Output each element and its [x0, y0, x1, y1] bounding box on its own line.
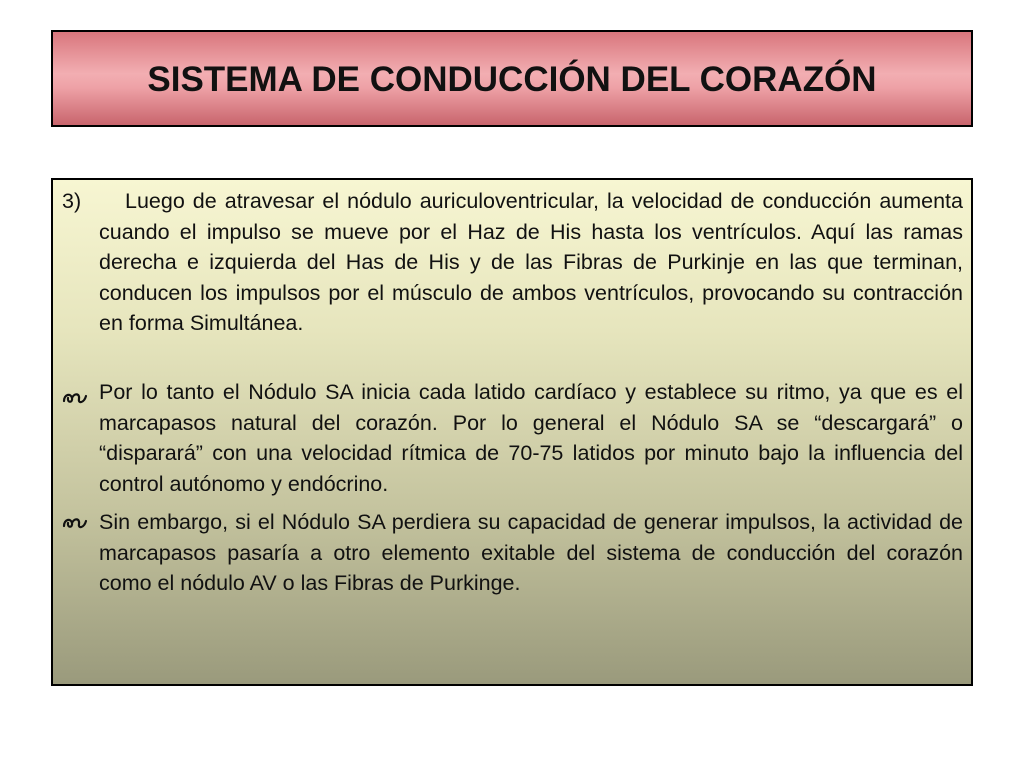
- paragraph-conduction-ventricles: Luego de atravesar el nódulo auriculoventricular, la velocidad de conducción aumenta cuando el impulso se mueve por el Haz de His hasta los ventrículos. Aquí las ramas derecha e izquierda del Has de His y de las Fibras de Purkinje en las que terminan, conducen los impulsos por el músculo de ambos ventrículos, provocando su contracción en forma Simultánea.: [99, 189, 963, 336]
- swirl-bullet-icon: [62, 390, 88, 406]
- title-banner: [51, 30, 973, 127]
- paragraph-backup-pacemaker: Sin embargo, si el Nódulo SA perdiera su capacidad de generar impulsos, la actividad de marcapasos pasaría a otro elemento exitable del sistema de conducción del corazón como el nódulo AV o las Fibras de Purkinge.: [99, 510, 963, 596]
- paragraph-sa-node-pacemaker: Por lo tanto el Nódulo SA inicia cada latido cardíaco y establece su ritmo, ya que es el marcapasos natural del corazón. Por lo general el Nódulo SA se “descargará” o “disparará” con una velocidad rítmica de 70-75 latidos por minuto bajo la influencia del control autónomo y endócrino.: [99, 380, 963, 496]
- list-marker-number: 3): [62, 189, 82, 213]
- swirl-bullet-icon: [62, 515, 88, 531]
- slide-title: SISTEMA DE CONDUCCIÓN DEL CORAZÓN: [147, 59, 877, 99]
